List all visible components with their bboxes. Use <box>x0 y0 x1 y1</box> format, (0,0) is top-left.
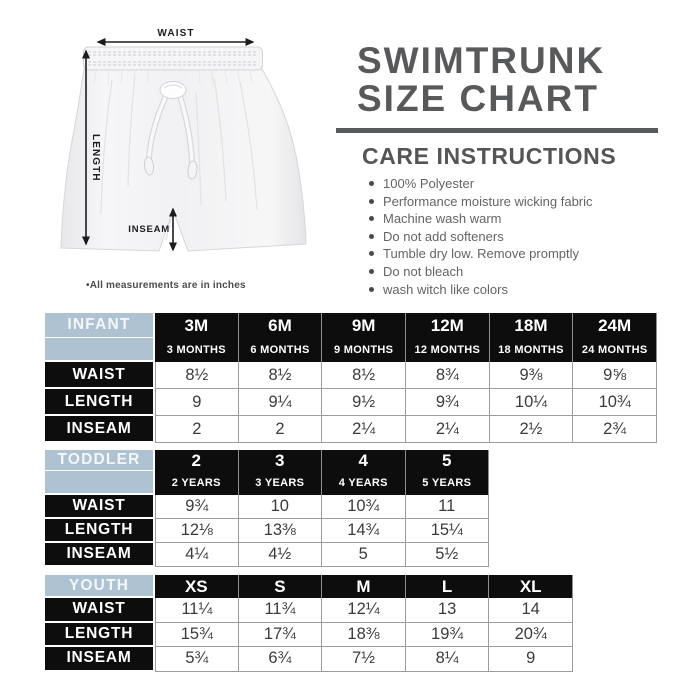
inseam-measure-label: INSEAM <box>128 224 170 235</box>
size-header-cell: 9M <box>322 313 406 338</box>
table-row <box>45 495 489 519</box>
row-label-waist: WAIST <box>45 598 155 623</box>
value-cell: 19¾ <box>406 623 490 648</box>
value-cell: 5 <box>322 543 406 567</box>
table-row <box>45 598 573 623</box>
size-sub-header-cell: 18 MONTHS <box>490 338 574 362</box>
value-cell: 8½ <box>155 362 239 389</box>
page-title <box>357 42 687 118</box>
value-cell: 9½ <box>322 389 406 416</box>
size-sub-header-cell: 9 MONTHS <box>322 338 406 362</box>
value-cell: 4½ <box>239 543 323 567</box>
value-cell: 11 <box>406 495 490 519</box>
value-cell: 2 <box>239 416 323 443</box>
size-sub-header-cell: 4 YEARS <box>322 471 406 495</box>
value-cell: 12⅛ <box>155 519 239 543</box>
size-header-cell: 3 <box>239 450 323 471</box>
value-cell: 9⅝ <box>573 362 657 389</box>
size-table-toddler <box>45 450 489 567</box>
table-row <box>45 519 489 543</box>
group-spacer-cell <box>45 471 155 495</box>
value-cell: 4¼ <box>155 543 239 567</box>
size-table-infant <box>45 313 657 443</box>
size-header-cell: 4 <box>322 450 406 471</box>
size-header-cell: XS <box>155 575 239 598</box>
group-label-toddler: TODDLER <box>45 450 155 471</box>
size-header-cell: S <box>239 575 323 598</box>
size-sub-header-cell: 6 MONTHS <box>239 338 323 362</box>
value-cell: 14 <box>489 598 573 623</box>
value-cell: 20¾ <box>489 623 573 648</box>
value-cell: 11¼ <box>155 598 239 623</box>
value-cell: 14¾ <box>322 519 406 543</box>
size-sub-header-cell: 5 YEARS <box>406 471 490 495</box>
value-cell: 9 <box>489 647 573 672</box>
row-label-length: LENGTH <box>45 389 155 416</box>
table-row <box>45 647 573 672</box>
value-cell: 2½ <box>490 416 574 443</box>
care-item: Machine wash warm <box>368 212 593 225</box>
value-cell: 9⅜ <box>490 362 574 389</box>
value-cell: 8½ <box>322 362 406 389</box>
row-label-length: LENGTH <box>45 519 155 543</box>
table-row <box>45 389 657 416</box>
care-instructions-heading: CARE INSTRUCTIONS <box>362 143 617 169</box>
value-cell: 2¼ <box>406 416 490 443</box>
value-cell: 10¾ <box>573 389 657 416</box>
page-title-line2: SIZE CHART <box>357 78 599 119</box>
value-cell: 10 <box>239 495 323 519</box>
size-sub-header-cell: 2 YEARS <box>155 471 239 495</box>
size-table-youth <box>45 575 573 672</box>
value-cell: 8½ <box>239 362 323 389</box>
measurements-note: •All measurements are in inches <box>86 280 246 291</box>
size-header-cell: 3M <box>155 313 239 338</box>
value-cell: 2 <box>155 416 239 443</box>
value-cell: 2¾ <box>573 416 657 443</box>
value-cell: 15¾ <box>155 623 239 648</box>
value-cell: 8¼ <box>406 647 490 672</box>
care-item: Do not add softeners <box>368 230 593 243</box>
size-header-cell: 6M <box>239 313 323 338</box>
size-sub-header-cell: 12 MONTHS <box>406 338 490 362</box>
size-sub-header-cell: 3 YEARS <box>239 471 323 495</box>
value-cell: 13⅜ <box>239 519 323 543</box>
group-spacer-cell <box>45 338 155 362</box>
value-cell: 9 <box>155 389 239 416</box>
waist-measure-label: WAIST <box>157 28 195 39</box>
size-header-cell: 2 <box>155 450 239 471</box>
size-header-cell: L <box>406 575 490 598</box>
size-header-cell: XL <box>489 575 573 598</box>
size-sub-header-cell: 24 MONTHS <box>573 338 657 362</box>
value-cell: 10¼ <box>490 389 574 416</box>
care-item: 100% Polyester <box>368 177 593 190</box>
value-cell: 2¼ <box>322 416 406 443</box>
care-item: Do not bleach <box>368 265 593 278</box>
size-header-cell: M <box>322 575 406 598</box>
page-title-line1: SWIMTRUNK <box>357 40 606 81</box>
value-cell: 6¾ <box>239 647 323 672</box>
row-label-inseam: INSEAM <box>45 647 155 672</box>
row-label-length: LENGTH <box>45 623 155 648</box>
size-header-cell: 12M <box>406 313 490 338</box>
shorts-illustration <box>0 0 340 300</box>
size-header-cell: 18M <box>490 313 574 338</box>
care-item: Performance moisture wicking fabric <box>368 195 593 208</box>
group-label-youth: YOUTH <box>45 575 155 598</box>
size-header-cell: 5 <box>406 450 490 471</box>
size-header-cell: 24M <box>573 313 657 338</box>
care-item: Tumble dry low. Remove promptly <box>368 247 593 260</box>
table-row <box>45 416 657 443</box>
value-cell: 9¼ <box>239 389 323 416</box>
table-row <box>45 623 573 648</box>
value-cell: 9¾ <box>406 389 490 416</box>
value-cell: 18⅜ <box>322 623 406 648</box>
value-cell: 5½ <box>406 543 490 567</box>
shorts-measurement-diagram <box>0 0 340 300</box>
row-label-inseam: INSEAM <box>45 543 155 567</box>
value-cell: 13 <box>406 598 490 623</box>
table-row <box>45 543 489 567</box>
value-cell: 8¾ <box>406 362 490 389</box>
length-measure-label: LENGTH <box>90 134 101 182</box>
value-cell: 5¾ <box>155 647 239 672</box>
value-cell: 15¼ <box>406 519 490 543</box>
size-sub-header-cell: 3 MONTHS <box>155 338 239 362</box>
care-instructions-list <box>368 177 593 300</box>
value-cell: 9¾ <box>155 495 239 519</box>
value-cell: 11¾ <box>239 598 323 623</box>
value-cell: 17¾ <box>239 623 323 648</box>
value-cell: 7½ <box>322 647 406 672</box>
value-cell: 12¼ <box>322 598 406 623</box>
value-cell: 10¾ <box>322 495 406 519</box>
row-label-inseam: INSEAM <box>45 416 155 443</box>
group-label-infant: INFANT <box>45 313 155 338</box>
title-divider <box>336 128 658 133</box>
row-label-waist: WAIST <box>45 362 155 389</box>
table-row <box>45 362 657 389</box>
care-item: wash witch like colors <box>368 283 593 296</box>
row-label-waist: WAIST <box>45 495 155 519</box>
waistband <box>84 47 263 70</box>
